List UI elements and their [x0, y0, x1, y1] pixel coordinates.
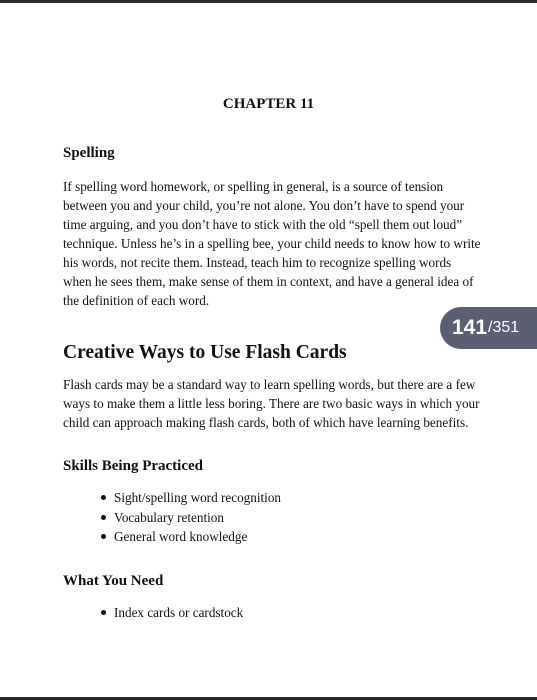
- list-item: [100, 603, 243, 623]
- what-you-need-heading: What You Need: [63, 573, 164, 589]
- list-item: [100, 488, 281, 508]
- what-you-need-list: [100, 603, 243, 623]
- top-border: [0, 0, 537, 3]
- page-indicator[interactable]: [440, 307, 537, 349]
- list-item-text: Index cards or cardstock: [114, 605, 244, 620]
- list-item: [100, 508, 281, 528]
- list-item-text: Vocabulary retention: [114, 509, 224, 525]
- spelling-heading: Spelling: [63, 145, 115, 161]
- bullet-icon: [101, 610, 106, 615]
- skills-list: [100, 488, 281, 547]
- list-item-text: Sight/spelling word recognition: [114, 490, 282, 505]
- total-pages: /351: [488, 319, 520, 336]
- flash-cards-heading: Creative Ways to Use Flash Cards: [63, 342, 347, 363]
- bullet-icon: [101, 515, 106, 520]
- list-item: [100, 527, 281, 547]
- current-page-number: 141: [452, 316, 488, 339]
- flash-cards-paragraph: Flash cards may be a standard way to learn spelling words, but there are a few ways to make them a little less boring. There are two basic ways in which your child can approach making flash cards, both of which have learning benefits.: [63, 377, 480, 430]
- skills-heading: Skills Being Practiced: [63, 458, 203, 474]
- spelling-paragraph: If spelling word homework, or spelling in general, is a source of tension between you and your child, you’re not alone. You don’t have to spend your time arguing, and you don’t have to stick with the old “spell them out loud” technique. Unless he’s in a spelling bee, your child needs to know how to write his words, not recite them. Instead, teach him to recognize spelling words when he sees them, make sense of them in context, and have a general idea of the definition of each word.: [63, 179, 481, 308]
- bullet-icon: [101, 495, 106, 500]
- chapter-title: CHAPTER 11: [222, 96, 315, 112]
- list-item-text: General word knowledge: [114, 529, 248, 544]
- bullet-icon: [101, 534, 106, 539]
